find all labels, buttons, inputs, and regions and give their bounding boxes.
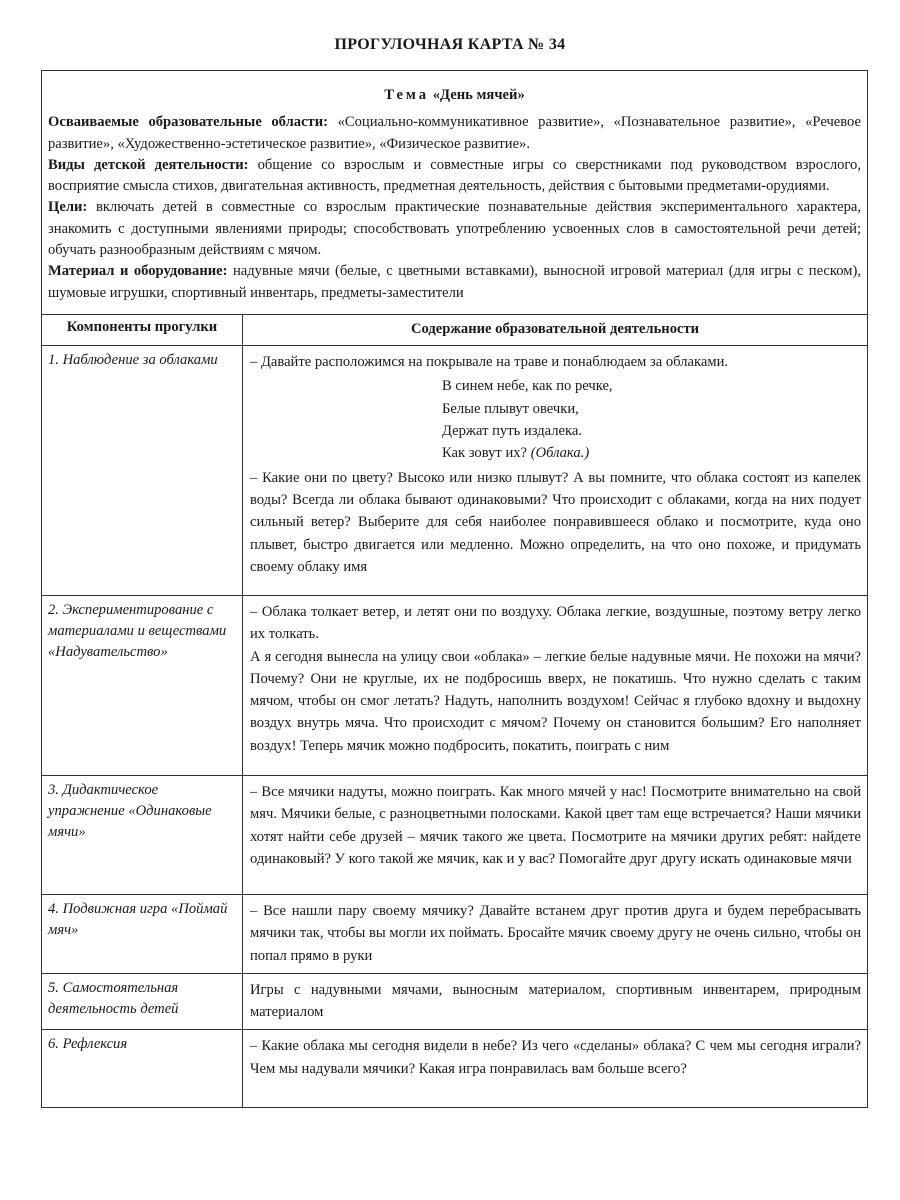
poem-line: В синем небе, как по речке, [442,378,613,395]
poem-answer: (Облака.) [530,445,590,462]
theme-heading [48,85,861,106]
areas-text: «Социально-коммуникативное развитие», «Познавательное развитие», «Речевое развитие», «Художественно-эстетическое развитие», «Физическое развитие». [48,114,862,152]
activities-text: общение со взрослым и совместные игры со сверстниками под руководством взрослого, восприятие смысла стихов, двигательная активность, предметная деятельность, действия с бытовыми предметами-орудиями. [48,156,861,195]
component-cell: 3. Дидактическое упражнение «Одинаковые мячи» [42,775,243,894]
content-cell: – Все мячики надуты, можно поиграть. Как много мячей у нас! Посмотрите внимательно на свой мяч. Мячики белые, с разноцветными полосками. Какой цвет там еще встречается? Наши мячики хотят найти себе друзей – мячик такого же цвета. Посмотрите на мячики других ребят: найдете одинаковый? У кого такой же мячик, как и у вас? Помогайте друг другу искать одинаковые мячи [243,775,868,894]
content-paragraph: А я сегодня вынесла на улицу свои «облака» – легкие белые надувные мячи. Не похожи на мячи? Почему? Они не круглые, их не подбросишь вверх, не покатишь. Что нужно сделать с таким мячом, чтобы он смог летать? Надуть, наполнить воздухом! Сейчас я глубоко вдохну и выдохну воздух внутрь мяча. Что происходит с мячом? Почему он становится большим? Его наполняет воздух! Теперь мячик можно подбросить, покатить, поиграть с ним [250,648,862,754]
component-cell: 2. Экспериментирование с материалами и веществами «Надувательство» [42,595,243,775]
content-cell [243,345,868,595]
content-cell: Игры с надувными мячами, выносным материалом, спортивным инвентарем, природным материалом [243,973,868,1030]
poem [442,375,861,465]
content-lead: – Давайте расположимся на покрывале на траве и понаблюдаем за облаками. [250,353,729,370]
table-row [42,973,868,1030]
poem-line: Белые плывут овечки, [442,400,579,417]
component-cell: 4. Подвижная игра «Поймай мяч» [42,894,243,973]
goals-label: Цели: [48,199,88,216]
goals-text: включать детей в совместные со взрослым практические познавательные действия экспериментального характера, знакомить с доступными явлениями природы; способствовать употреблению усвоенных слов в самостоятельной речи детей; обучать разнообразным действиям с мячом. [48,199,862,259]
materials-label: Материал и оборудование: [48,263,228,280]
table-row [42,1030,868,1108]
poem-line-text: Как зовут их? [442,445,528,462]
content-paragraph: – Облака толкает ветер, и летят они по воздуху. Облака легкие, воздушные, поэтому ветру легко их толкать. [250,603,862,643]
activities-paragraph [48,155,861,198]
activities-label: Виды детской деятельности: [48,156,249,173]
theme-title: «День мячей» [432,87,525,103]
table-row [42,595,868,775]
header-content: Содержание образовательной деятельности [243,314,868,345]
content-cell: – Какие облака мы сегодня видели в небе? Из чего «сделаны» облака? С чем мы сегодня играли? Чем мы надували мячики? Какая игра понравилась вам больше всего? [243,1030,868,1108]
header-row [42,314,868,345]
header-components: Компоненты прогулки [42,314,243,345]
component-cell: 6. Рефлексия [42,1030,243,1108]
areas-label: Осваиваемые образовательные области: [48,114,328,131]
table-row [42,894,868,973]
poem-line [442,442,861,464]
content-cell [243,595,868,775]
intro-cell [42,71,868,315]
content-cell: – Все нашли пару своему мячику? Давайте встанем друг против друга и будем перебрасывать мячики так, чтобы вы могли их поймать. Бросайте мячик своему другу не очень сильно, чтобы он попал прямо в руки [243,894,868,973]
goals-paragraph [48,197,861,261]
theme-label: Тема [384,87,430,103]
table-row [42,775,868,894]
walk-card-table [41,70,868,1108]
table-row [42,345,868,595]
component-cell: 5. Самостоятельная деятельность детей [42,973,243,1030]
page-title: ПРОГУЛОЧНАЯ КАРТА № 34 [334,36,566,53]
areas-paragraph [48,112,861,155]
materials-paragraph [48,261,861,304]
content-tail: – Какие они по цвету? Высоко или низко плывут? А вы помните, что облака состоят из капелек воды? Всегда ли облака бывают одинаковыми? Что происходит с облаками, когда на них подует сильный ветер? Выберите для себя наиболее понравившееся облако и посмотрите, куда оно плывет, быстро двигается или медленно. Можно определить, на что оно похоже, и придумать своему облаку имя [250,469,862,576]
poem-line: Держат путь издалека. [442,423,583,440]
component-cell: 1. Наблюдение за облаками [42,345,243,595]
intro-row [42,71,868,315]
materials-text: надувные мячи (белые, с цветными вставками), выносной игровой материал (для игры с песком), шумовые игрушки, спортивный инвентарь, предметы-заместители [48,263,862,301]
